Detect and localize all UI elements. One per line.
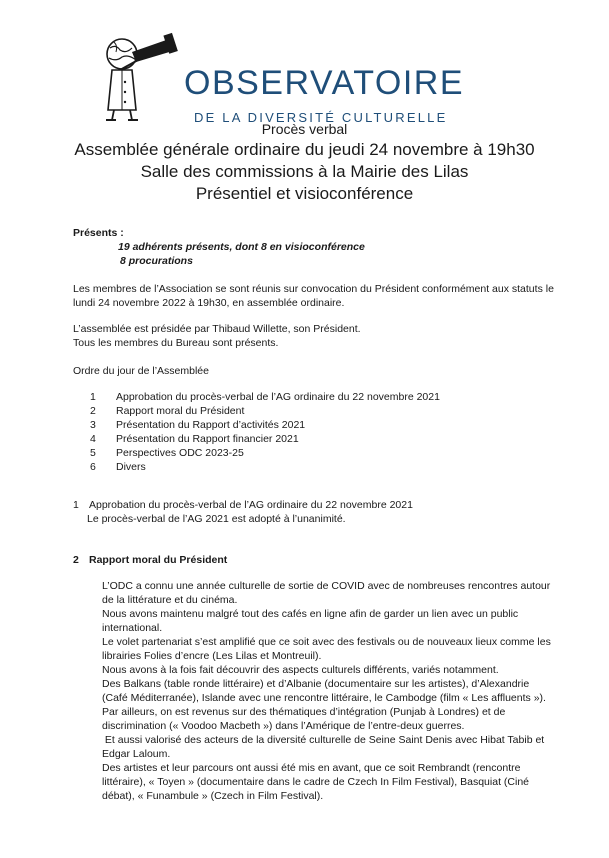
section-2-line: Et aussi valorisé des acteurs de la diversité culturelle de Seine Saint Denis avec Hibat Tabib et [102, 734, 545, 746]
section-2-line: librairies Folies d’encre (Les Lilas et Montreuil). [102, 650, 322, 662]
agenda-item-number: 4 [90, 433, 96, 445]
agenda-item-number: 6 [90, 461, 96, 473]
section-2-line: littéraire), « Toyen » (documentaire dans le cadre de Czech In Film Festival), Basquiat (Ciné [102, 776, 529, 788]
section-1-title: Approbation du procès-verbal de l’AG ordinaire du 22 novembre 2021 [89, 499, 413, 511]
agenda-item-number: 5 [90, 447, 96, 459]
agenda-item-number: 1 [90, 391, 96, 403]
section-1-heading [73, 498, 413, 512]
agenda-item-number: 2 [90, 405, 96, 417]
document-header [0, 120, 609, 205]
section-2-line: Nous avons maintenu malgré tout des cafés en ligne afin de garder un lien avec un public [102, 608, 519, 620]
agenda-item [90, 390, 440, 404]
section-2-line: international. [102, 622, 163, 634]
meeting-title: Assemblée générale ordinaire du jeudi 24 novembre à 19h30 [74, 140, 535, 159]
section-2-line: Nous avons à la fois fait découvrir des aspects culturels différents, variés notamment. [102, 664, 499, 676]
section-2-line: Edgar Laloum. [102, 748, 171, 760]
agenda-item [90, 432, 299, 446]
section-2-line: débat), « Funambule » (Czech in Film Festival). [102, 790, 324, 802]
presents-proxies: 8 procurations [120, 255, 193, 267]
intro-line-4: Tous les membres du Bureau sont présents. [73, 337, 279, 349]
meeting-format: Présentiel et visioconférence [195, 184, 414, 203]
agenda-item [90, 446, 244, 460]
agenda-item-label: Approbation du procès-verbal de l’AG ordinaire du 22 novembre 2021 [116, 391, 440, 403]
intro-line-1: Les membres de l’Association se sont réunis sur convocation du Président conformément aux statuts le [73, 283, 554, 295]
presents-label: Présents : [73, 227, 124, 239]
intro-line-3: L’assemblée est présidée par Thibaud Willette, son Président. [73, 323, 361, 335]
section-2-number: 2 [73, 554, 79, 566]
brand-title: OBSERVATOIRE [184, 64, 465, 102]
section-2-line: Le volet partenariat s’est amplifié que ce soit avec des festivals ou de nouveaux lieux comme les [102, 636, 551, 648]
section-2-line: L’ODC a connu une année culturelle de sortie de COVID avec de nombreuses rencontres autour [102, 580, 551, 592]
section-1-body: Le procès-verbal de l’AG 2021 est adopté à l’unanimité. [87, 513, 346, 525]
section-2-line: de la littérature et du cinéma. [102, 594, 238, 606]
agenda-item-label: Présentation du Rapport financier 2021 [116, 433, 299, 445]
agenda-item-label: Divers [116, 461, 146, 473]
section-2-heading [73, 553, 227, 567]
brand-subtitle: DE LA DIVERSITÉ CULTURELLE [194, 110, 448, 125]
section-2-body [102, 579, 572, 803]
agenda-item-label: Présentation du Rapport d’activités 2021 [116, 419, 306, 431]
section-2-line: Par ailleurs, on est revenus sur des thématiques d’intégration (Punjab à Londres) et de [102, 706, 506, 718]
agenda-item [90, 418, 305, 432]
presents-attendees: 19 adhérents présents, dont 8 en visioconférence [118, 241, 365, 253]
section-2-line: discrimination (« Voodoo Macbeth ») dans l’Amérique de l’entre-deux guerres. [102, 720, 465, 732]
doc-type: Procès verbal [261, 121, 348, 137]
agenda-item-label: Rapport moral du Président [116, 405, 245, 417]
section-2-line: Des artistes et leur parcours ont aussi été mis en avant, que ce soit Rembrandt (rencontre [102, 762, 521, 774]
agenda-title: Ordre du jour de l’Assemblée [73, 365, 209, 377]
intro-line-2: lundi 24 novembre 2022 à 19h30, en assemblée ordinaire. [73, 297, 345, 309]
logo [92, 30, 522, 125]
meeting-location: Salle des commissions à la Mairie des Lilas [140, 162, 469, 181]
agenda-item-label: Perspectives ODC 2023-25 [116, 447, 244, 459]
agenda-item-number: 3 [90, 419, 96, 431]
section-2-title: Rapport moral du Président [89, 554, 228, 566]
observer-telescope-icon [92, 30, 180, 122]
section-1-number: 1 [73, 499, 79, 511]
agenda-item [90, 460, 146, 474]
section-2-line: (Café Méditerranée), Islande avec une rencontre littéraire, le Cambodge (film « Les affluents »). [102, 692, 546, 704]
agenda-item [90, 404, 244, 418]
section-2-line: Des Balkans (table ronde littéraire) et d’Albanie (documentaire sur les artistes), d’Alexandrie [102, 678, 530, 690]
